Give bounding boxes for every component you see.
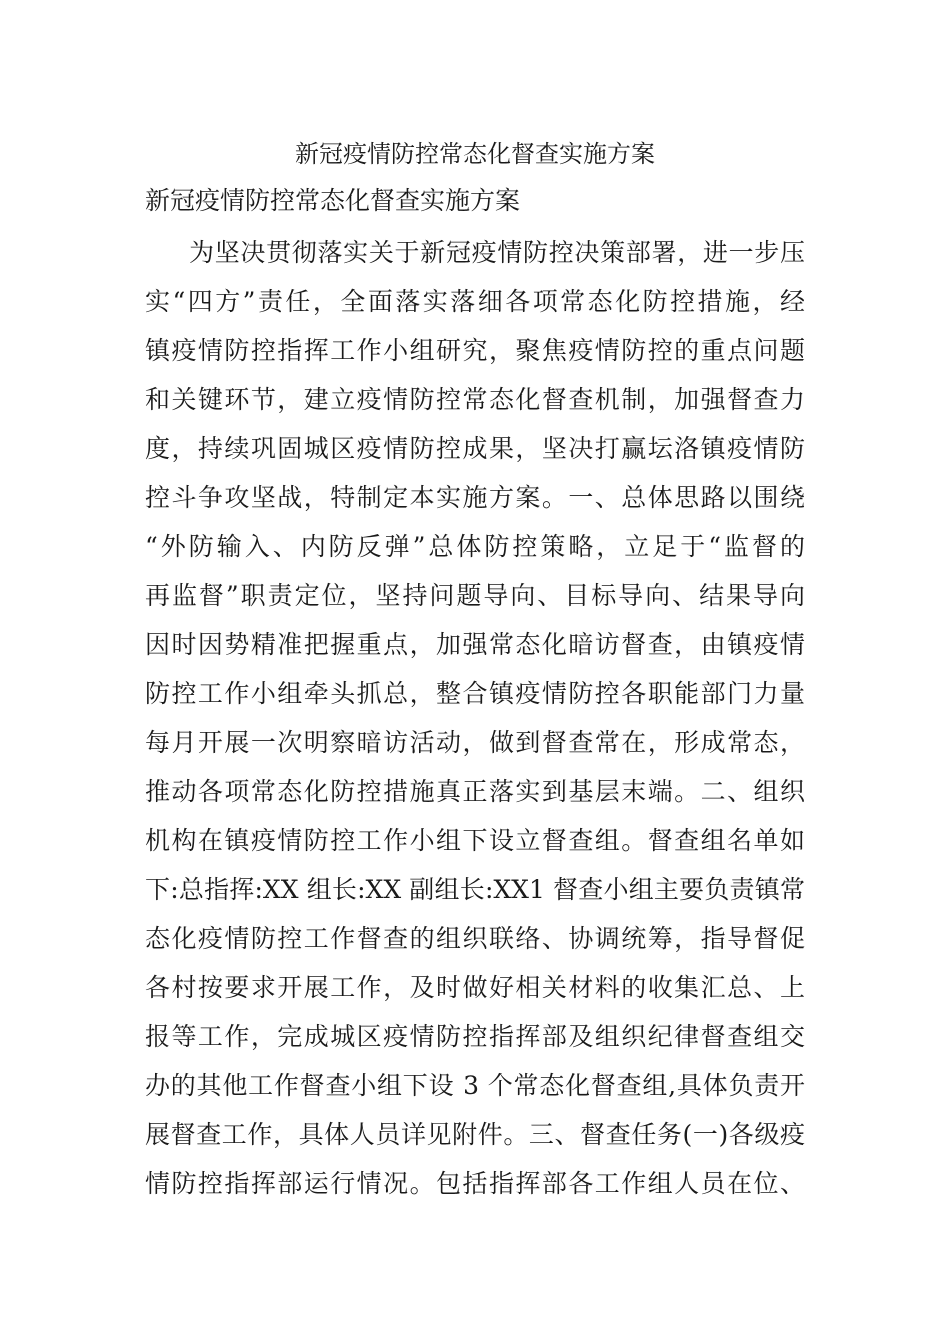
body-line: 机构在镇疫情防控工作小组下设立督查组。督查组名单如 xyxy=(145,826,805,855)
body-line: 态化疫情防控工作督查的组织联络、协调统筹，指导督促 xyxy=(145,924,805,953)
body-line: 各村按要求开展工作，及时做好相关材料的收集汇总、上 xyxy=(145,973,805,1002)
body-line: 因时因势精准把握重点，加强常态化暗访督查，由镇疫情 xyxy=(145,630,805,659)
body-line: 展督查工作，具体人员详见附件。三、督查任务(一)各级疫 xyxy=(145,1120,805,1149)
body-line: 和关键环节，建立疫情防控常态化督查机制，加强督查力 xyxy=(145,385,805,414)
body-line: 防控工作小组牵头抓总，整合镇疫情防控各职能部门力量 xyxy=(145,679,805,708)
document-title: 新冠疫情防控常态化督查实施方案 xyxy=(295,140,655,168)
body-line: 每月开展一次明察暗访活动，做到督查常在，形成常态， xyxy=(145,728,805,757)
body-line: 情防控指挥部运行情况。包括指挥部各工作组人员在位、 xyxy=(145,1169,805,1198)
body-line: 实“四方”责任，全面落实落细各项常态化防控措施，经 xyxy=(145,287,805,316)
body-line: “外防输入、内防反弹”总体防控策略，立足于“监督的 xyxy=(145,532,805,561)
body-line: 推动各项常态化防控措施真正落实到基层末端。二、组织 xyxy=(145,777,805,806)
document-subtitle: 新冠疫情防控常态化督查实施方案 xyxy=(145,186,521,215)
body-line: 报等工作，完成城区疫情防控指挥部及组织纪律督查组交 xyxy=(145,1022,805,1051)
body-line: 控斗争攻坚战，特制定本实施方案。一、总体思路以围绕 xyxy=(145,483,805,512)
body-line: 再监督”职责定位，坚持问题导向、目标导向、结果导向 xyxy=(145,581,805,610)
body-line: 办的其他工作督查小组下设 3 个常态化督查组,具体负责开 xyxy=(145,1071,805,1100)
body-line: 下:总指挥:XX 组长:XX 副组长:XX1 督查小组主要负责镇常 xyxy=(145,875,805,904)
body-line: 镇疫情防控指挥工作小组研究，聚焦疫情防控的重点问题 xyxy=(145,336,805,365)
body-line: 为坚决贯彻落实关于新冠疫情防控决策部署，进一步压 xyxy=(189,238,805,267)
body-line: 度，持续巩固城区疫情防控成果，坚决打赢坛洛镇疫情防 xyxy=(145,434,805,463)
